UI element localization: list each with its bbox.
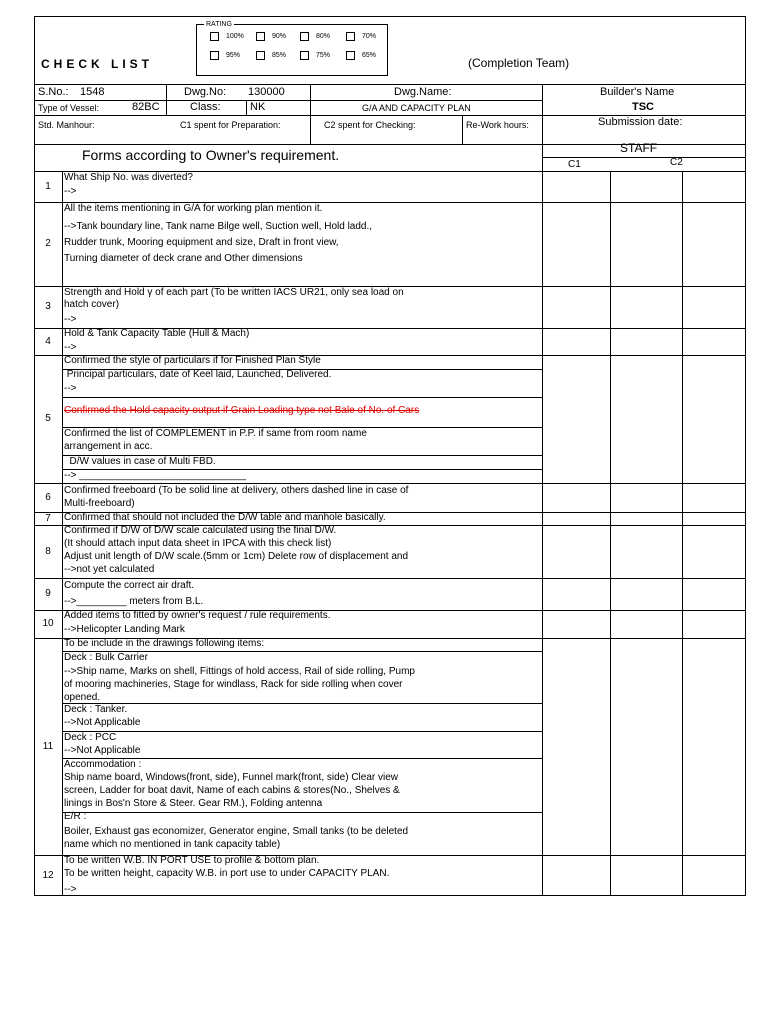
class-value: NK xyxy=(250,101,266,113)
checklist-item-text: hatch cover) xyxy=(64,299,120,310)
staff-check-cell-c2[interactable] xyxy=(611,484,681,511)
checklist-item-text: E/R : xyxy=(64,811,87,822)
checklist-item-text: --> ______________________________ xyxy=(64,470,247,481)
staff-label: STAFF xyxy=(620,141,658,155)
staff-check-cell-c3[interactable] xyxy=(683,856,745,895)
checklist-item-text: Accommodation : xyxy=(64,759,142,770)
rating-option-label: 90% xyxy=(272,33,287,40)
c1-spent-label: C1 spent for Preparation: xyxy=(180,120,281,130)
rework-label: Re-Work hours: xyxy=(466,120,529,130)
checklist-item-text: Deck : PCC xyxy=(64,732,117,743)
staff-check-cell-c1[interactable] xyxy=(543,287,609,327)
staff-check-cell-c1[interactable] xyxy=(543,856,609,895)
checklist-item-text: name which no mentioned in tank capacity table) xyxy=(64,839,281,850)
row-number: 10 xyxy=(42,618,54,629)
staff-check-cell-c3[interactable] xyxy=(683,172,745,201)
sub-row-divider xyxy=(62,812,542,813)
sub-row-divider xyxy=(62,731,542,732)
row-number: 8 xyxy=(45,545,51,557)
rating-checkbox-80[interactable] xyxy=(300,32,309,41)
rating-option-label: 75% xyxy=(316,52,331,59)
rating-checkbox-85[interactable] xyxy=(256,51,265,60)
checklist-item-text: D/W values in case of Multi FBD. xyxy=(64,456,216,467)
checklist-item-text: Deck : Tanker. xyxy=(64,704,128,715)
staff-check-cell-c1[interactable] xyxy=(543,639,609,854)
checklist-item-text: Confirmed if D/W of D/W scale calculated using the final D/W. xyxy=(64,525,337,536)
staff-check-cell-c1[interactable] xyxy=(543,203,609,285)
dwgname-value: G/A AND CAPACITY PLAN xyxy=(362,103,471,113)
staff-c2-label: C2 xyxy=(670,157,683,168)
rating-checkbox-95[interactable] xyxy=(210,51,219,60)
checklist-item-text: -->Not Applicable xyxy=(64,745,141,756)
checklist-item-text: -->Helicopter Landing Mark xyxy=(64,624,185,635)
staff-check-cell-c1[interactable] xyxy=(543,484,609,511)
rating-checkbox-100[interactable] xyxy=(210,32,219,41)
staff-check-cell-c1[interactable] xyxy=(543,356,609,482)
checklist-item-text: arrangement in acc. xyxy=(64,441,153,452)
staff-check-cell-c3[interactable] xyxy=(683,356,745,482)
checklist-item-text: To be written W.B. IN PORT USE to profile & bottom plan. xyxy=(64,855,320,866)
staff-check-cell-c2[interactable] xyxy=(611,329,681,354)
checklist-item-text: Added items to fitted by owner's request / rule requirements. xyxy=(64,610,331,621)
page-title: CHECK LIST xyxy=(41,57,153,71)
row-number: 12 xyxy=(42,869,54,881)
checklist-item-text: Confirmed the Hold capacity output if Grain Loading type not Bale of No. of Cars xyxy=(64,405,420,416)
vessel-value: 82BC xyxy=(132,101,160,113)
rating-option-label: 95% xyxy=(226,52,241,59)
rating-checkbox-65[interactable] xyxy=(346,51,355,60)
rating-option-label: 70% xyxy=(362,33,377,40)
checklist-item-text: -->Tank boundary line, Tank name Bilge well, Suction well, Hold ladd., xyxy=(64,221,373,232)
rating-option-label: 65% xyxy=(362,52,377,59)
c2-spent-label: C2 spent for Checking: xyxy=(324,120,416,130)
row-number: 6 xyxy=(45,491,51,503)
forms-heading: Forms according to Owner's requirement. xyxy=(82,147,340,163)
checklist-item-text: Rudder trunk, Mooring equipment and size, Draft in front view, xyxy=(64,237,339,248)
sub-row-divider xyxy=(62,703,542,704)
rating-label: RATING xyxy=(204,19,234,31)
staff-check-cell-c2[interactable] xyxy=(611,513,681,524)
staff-check-cell-c3[interactable] xyxy=(683,611,745,637)
staff-check-cell-c3[interactable] xyxy=(683,579,745,609)
checklist-item-text: -->Ship name, Marks on shell, Fittings of hold access, Rail of side rolling, Pump xyxy=(64,666,415,677)
staff-check-cell-c2[interactable] xyxy=(611,172,681,201)
rating-checkbox-75[interactable] xyxy=(300,51,309,60)
staff-check-cell-c2[interactable] xyxy=(611,639,681,854)
checklist-item-text: --> xyxy=(64,342,77,353)
dwgno-label: Dwg.No: xyxy=(184,86,227,98)
checklist-item-text: -->not yet calculated xyxy=(64,564,155,575)
checklist-item-text: Boiler, Exhaust gas economizer, Generator engine, Small tanks (to be deleted xyxy=(64,826,409,837)
checklist-item-text: Turning diameter of deck crane and Other dimensions xyxy=(64,253,303,264)
builder-label: Builder's Name xyxy=(600,86,675,98)
staff-check-cell-c2[interactable] xyxy=(611,611,681,637)
team-label: (Completion Team) xyxy=(468,56,570,70)
rating-option-label: 80% xyxy=(316,33,331,40)
checklist-item-text: --> xyxy=(64,314,77,325)
checklist-item-text: (It should attach input data sheet in IPCA with this check list) xyxy=(64,538,332,549)
checklist-item-text: linings in Bos'n Store & Steer. Gear RM.), Folding antenna xyxy=(64,798,323,809)
checklist-item-text: Strength and Hold γ of each part (To be written IACS UR21, only sea load on xyxy=(64,287,404,298)
checklist-item-text: -->_________ meters from B.L. xyxy=(64,596,204,607)
checklist-item-text: Confirmed freeboard (To be solid line at delivery, others dashed line in case of xyxy=(64,485,409,496)
staff-check-cell-c1[interactable] xyxy=(543,172,609,201)
checklist-item-text: -->Not Applicable xyxy=(64,717,141,728)
checklist-item-text: Confirmed that should not included the D/W table and manhole basically. xyxy=(64,512,386,523)
staff-check-cell-c2[interactable] xyxy=(611,856,681,895)
checklist-item-text: screen, Ladder for boat davit, Name of each cabins & stores(No., Shelves & xyxy=(64,785,400,796)
vessel-label: Type of Vessel: xyxy=(38,103,100,113)
rating-option-label: 100% xyxy=(226,33,244,40)
checklist-item-text: To be written height, capacity W.B. in port use to under CAPACITY PLAN. xyxy=(64,868,390,879)
row-number: 3 xyxy=(45,301,51,312)
checklist-item-text: Compute the correct air draft. xyxy=(64,580,195,591)
staff-check-cell-c2[interactable] xyxy=(611,526,681,577)
staff-check-cell-c1[interactable] xyxy=(543,513,609,524)
checklist-item-text: Ship name board, Windows(front, side), Funnel mark(front, side) Clear view xyxy=(64,772,399,783)
dwgno-value: 130000 xyxy=(248,86,285,98)
sub-row-divider xyxy=(62,397,542,398)
sno-label: S.No.: xyxy=(38,86,69,98)
staff-check-cell-c2[interactable] xyxy=(611,203,681,285)
checklist-item-text: Hold & Tank Capacity Table (Hull & Mach) xyxy=(64,328,250,339)
checklist-item-text: --> xyxy=(64,186,77,197)
staff-check-cell-c1[interactable] xyxy=(543,329,609,354)
manhour-label: Std. Manhour: xyxy=(38,120,95,130)
checklist-item-text: What Ship No. was diverted? xyxy=(64,172,193,183)
checklist-sheet xyxy=(34,16,746,896)
rating-checkbox-90[interactable] xyxy=(256,32,265,41)
checklist-item-text: All the items mentioning in G/A for working plan mention it. xyxy=(64,203,323,214)
checklist-item-text: Adjust unit length of D/W scale.(5mm or 1cm) Delete row of displacement and xyxy=(64,551,409,562)
staff-check-cell-c1[interactable] xyxy=(543,526,609,577)
rating-checkbox-70[interactable] xyxy=(346,32,355,41)
row-number: 2 xyxy=(45,238,51,249)
checklist-item-text: --> xyxy=(64,383,77,394)
staff-check-cell-c3[interactable] xyxy=(683,513,745,524)
checklist-item-text: Confirmed the list of COMPLEMENT in P.P. if same from room name xyxy=(64,428,367,439)
staff-check-cell-c2[interactable] xyxy=(611,287,681,327)
staff-check-cell-c2[interactable] xyxy=(611,579,681,609)
row-number: 7 xyxy=(45,512,51,524)
staff-c1-label: C1 xyxy=(568,159,581,170)
builder-value: TSC xyxy=(632,101,654,113)
row-number: 9 xyxy=(45,588,51,599)
checklist-item-text: opened. xyxy=(64,692,101,703)
staff-check-cell-c3[interactable] xyxy=(683,203,745,285)
staff-check-cell-c3[interactable] xyxy=(683,526,745,577)
staff-check-cell-c3[interactable] xyxy=(683,484,745,511)
class-label: Class: xyxy=(190,101,221,113)
row-number: 11 xyxy=(42,740,54,752)
row-number: 4 xyxy=(45,335,51,347)
staff-check-cell-c1[interactable] xyxy=(543,579,609,609)
row-number: 1 xyxy=(45,180,51,192)
submission-label: Submission date: xyxy=(598,116,683,128)
staff-check-cell-c3[interactable] xyxy=(683,329,745,354)
rating-option-label: 85% xyxy=(272,52,287,59)
staff-check-cell-c3[interactable] xyxy=(683,287,745,327)
checklist-item-text: Deck : Bulk Carrier xyxy=(64,652,148,663)
staff-check-cell-c3[interactable] xyxy=(683,639,745,854)
checklist-item-text: To be include in the drawings following items: xyxy=(64,638,265,649)
checklist-item-text: Principal particulars, date of Keel laid, Launched, Delivered. xyxy=(64,369,332,380)
row-number: 5 xyxy=(45,413,51,424)
checklist-item-text: --> xyxy=(64,884,77,895)
sno-value: 1548 xyxy=(80,86,105,98)
checklist-item-text: Confirmed the style of particulars if for Finished Plan Style xyxy=(64,355,321,366)
checklist-item-text: Multi-freeboard) xyxy=(64,498,135,509)
staff-check-cell-c1[interactable] xyxy=(543,611,609,637)
staff-check-cell-c2[interactable] xyxy=(611,356,681,482)
checklist-item-text: of mooring machineries, Stage for windlass, Rack for side rolling when cover xyxy=(64,679,403,690)
dwgname-label: Dwg.Name: xyxy=(394,86,452,98)
rating-box xyxy=(196,24,388,76)
